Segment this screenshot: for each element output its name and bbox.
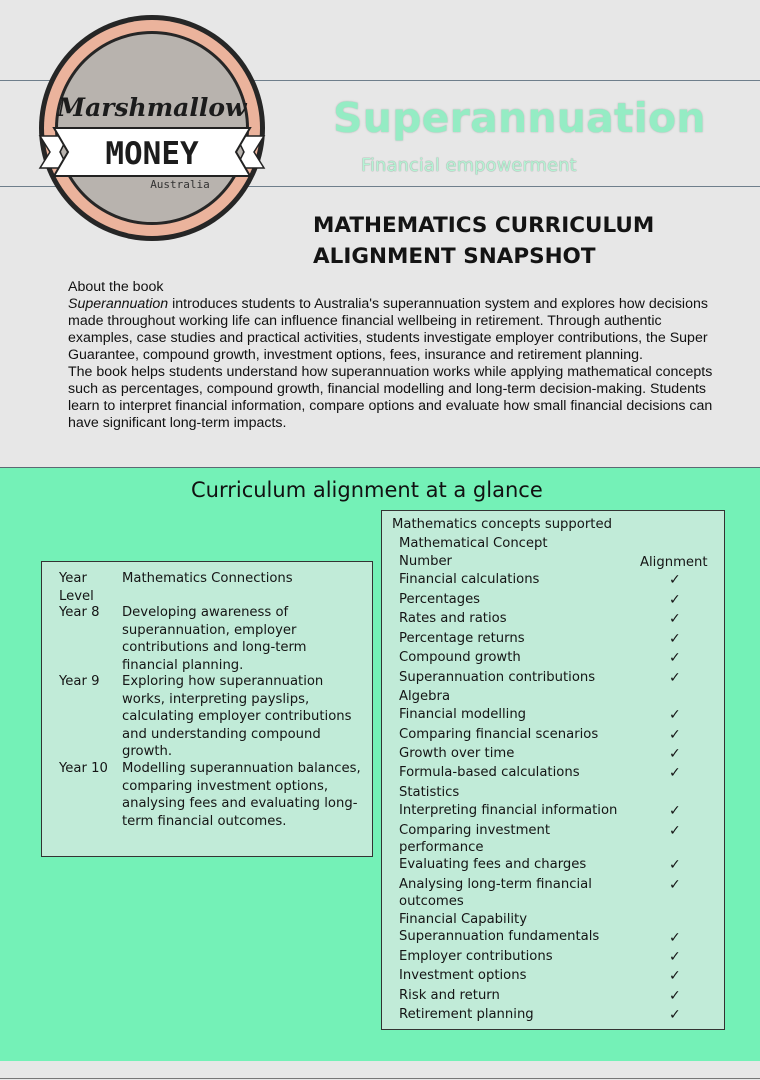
check-icon: ✓: [669, 1007, 681, 1023]
year-cell: Year 9: [59, 674, 100, 689]
about-paragraph-1-text: introduces students to Australia's superannuation system and explores how decisions made throughout working life can influence financial wellbeing in retirement. Through authentic examples, case studies and practical activities, students investigate employer contributions, the Super Guarantee, compound growth, investment options, fees, insurance and retirement planning.: [68, 296, 708, 363]
snapshot-heading: [313, 210, 654, 272]
group-label: Financial Capability: [399, 912, 528, 927]
concept-item: Analysing long-term financial outcomes: [399, 877, 592, 909]
concept-item: Compound growth: [399, 650, 521, 665]
logo-bottom-text: Australia: [150, 178, 210, 191]
alignment-title: Curriculum alignment at a glance: [191, 478, 543, 502]
concept-item: Retirement planning: [399, 1007, 534, 1022]
check-icon: ✓: [669, 988, 681, 1004]
check-icon: ✓: [669, 727, 681, 743]
concept-item: Financial modelling: [399, 707, 527, 722]
check-icon: ✓: [669, 631, 681, 647]
connection-cell: Exploring how superannuation works, interpreting payslips, calculating employer contributions and understanding compound growth.: [122, 674, 352, 759]
year-cell: Year 10: [59, 761, 108, 776]
concept-item: Percentages: [399, 592, 481, 607]
check-icon: ✓: [669, 611, 681, 627]
check-icon: ✓: [669, 857, 681, 873]
concept-item: Employer contributions: [399, 949, 553, 964]
check-icon: ✓: [669, 592, 681, 608]
concept-item: Evaluating fees and charges: [399, 857, 587, 872]
concept-item: Comparing financial scenarios: [399, 727, 599, 742]
concept-item: Risk and return: [399, 988, 500, 1003]
concepts-table: [381, 510, 725, 1030]
about-section: [68, 279, 718, 432]
group-label: Number: [399, 554, 452, 569]
marshmallow-money-logo: [36, 12, 268, 244]
concept-item: Superannuation fundamentals: [399, 929, 600, 944]
concept-item: Growth over time: [399, 746, 515, 761]
check-icon: ✓: [669, 707, 681, 723]
connection-cell: Modelling superannuation balances, comparing investment options, analysing fees and evaluating long-term financial outcomes.: [122, 761, 361, 829]
check-icon: ✓: [669, 746, 681, 762]
group-label: Algebra: [399, 689, 451, 704]
logo-banner-text: MONEY: [105, 136, 199, 172]
concept-item: Interpreting financial information: [399, 803, 618, 818]
check-icon: ✓: [669, 765, 681, 781]
connections-header: Mathematics Connections: [122, 571, 293, 586]
about-paragraph-2: The book helps students understand how superannuation works while applying mathematical concepts such as percentages, compound growth, financial modelling and long-term decision-making. Students learn to interpret financial information, compare options and evaluate how small financial decisions can have significant long-term impacts.: [68, 364, 713, 431]
check-icon: ✓: [669, 650, 681, 666]
book-title: Superannuation: [68, 296, 169, 312]
concept-item: Superannuation contributions: [399, 670, 596, 685]
concept-item: Investment options: [399, 968, 527, 983]
check-icon: ✓: [669, 877, 681, 893]
check-icon: ✓: [669, 949, 681, 965]
check-icon: ✓: [669, 670, 681, 686]
check-icon: ✓: [669, 968, 681, 984]
concept-item: Rates and ratios: [399, 611, 507, 626]
concept-item: Percentage returns: [399, 631, 525, 646]
connection-cell: Developing awareness of superannuation, employer contributions and long-term financial planning.: [122, 605, 307, 673]
about-heading: About the book: [68, 279, 164, 295]
year-cell: Year 8: [59, 605, 100, 620]
concept-header: Mathematical Concept: [399, 536, 548, 551]
snapshot-line-2: ALIGNMENT SNAPSHOT: [313, 244, 596, 269]
year-level-table: [41, 561, 373, 857]
alignment-header: Alignment: [640, 555, 708, 570]
concept-item: Financial calculations: [399, 572, 540, 587]
footer-rule: [0, 1078, 760, 1079]
year-level-header: Year Level: [59, 571, 94, 604]
concepts-caption: Mathematics concepts supported: [392, 517, 612, 532]
concept-item: Formula-based calculations: [399, 765, 580, 780]
check-icon: ✓: [669, 803, 681, 819]
check-icon: ✓: [669, 930, 681, 946]
check-icon: ✓: [669, 823, 681, 839]
page-title: Superannuation: [333, 94, 706, 142]
page-subtitle: Financial empowerment: [361, 155, 577, 176]
snapshot-line-1: MATHEMATICS CURRICULUM: [313, 213, 655, 238]
group-label: Statistics: [399, 785, 460, 800]
concept-item: Comparing investment performance: [399, 823, 551, 855]
logo-top-text: Marshmallow: [57, 93, 247, 122]
check-icon: ✓: [669, 572, 681, 588]
about-paragraph-1: [68, 296, 718, 364]
